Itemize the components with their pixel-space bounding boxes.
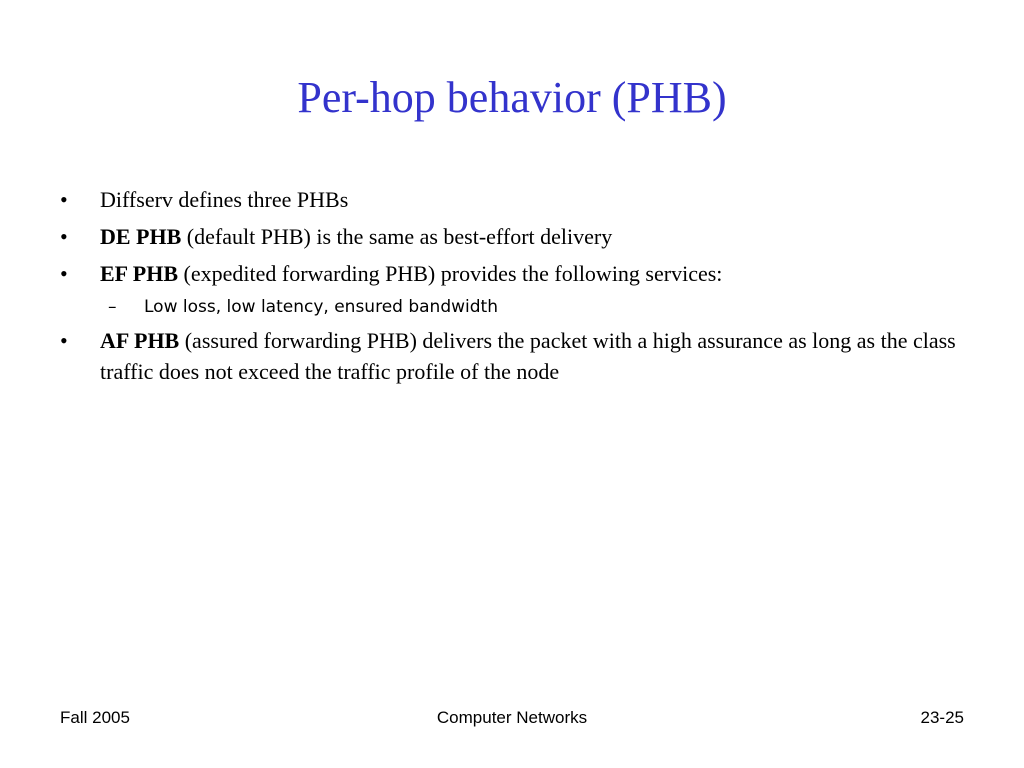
bullet-term: EF PHB — [100, 261, 179, 286]
bullet-icon: • — [60, 328, 68, 353]
footer-course: Computer Networks — [436, 708, 588, 727]
slide-title: Per-hop behavior (PHB) — [297, 73, 727, 122]
footer-page-number: 23-25 — [920, 708, 964, 727]
bullet-text: (assured forwarding PHB) delivers the packet with a high assurance as long as the class traffic does not exceed the traffic profile of the node — [100, 328, 956, 384]
bullet-text: Diffserv defines three PHBs — [100, 187, 349, 212]
bullet-item — [60, 325, 960, 387]
bullet-item — [60, 258, 960, 319]
bullet-icon: • — [60, 261, 68, 286]
footer-date: Fall 2005 — [60, 708, 130, 727]
bullet-term: AF PHB — [100, 328, 180, 353]
bullet-text: (expedited forwarding PHB) provides the following services: — [178, 261, 723, 286]
bullet-term: DE PHB — [100, 224, 182, 249]
bullet-item — [60, 221, 960, 252]
bullet-list — [60, 184, 960, 393]
bullet-icon: • — [60, 224, 68, 249]
bullet-icon: • — [60, 187, 68, 212]
bullet-text: (default PHB) is the same as best-effort delivery — [181, 224, 613, 249]
sub-bullet-item — [60, 295, 960, 319]
sub-bullet-text: Low loss, low latency, ensured bandwidth — [144, 297, 498, 317]
dash-icon: – — [108, 297, 117, 317]
bullet-item — [60, 184, 960, 215]
sub-bullet-list — [100, 295, 960, 319]
